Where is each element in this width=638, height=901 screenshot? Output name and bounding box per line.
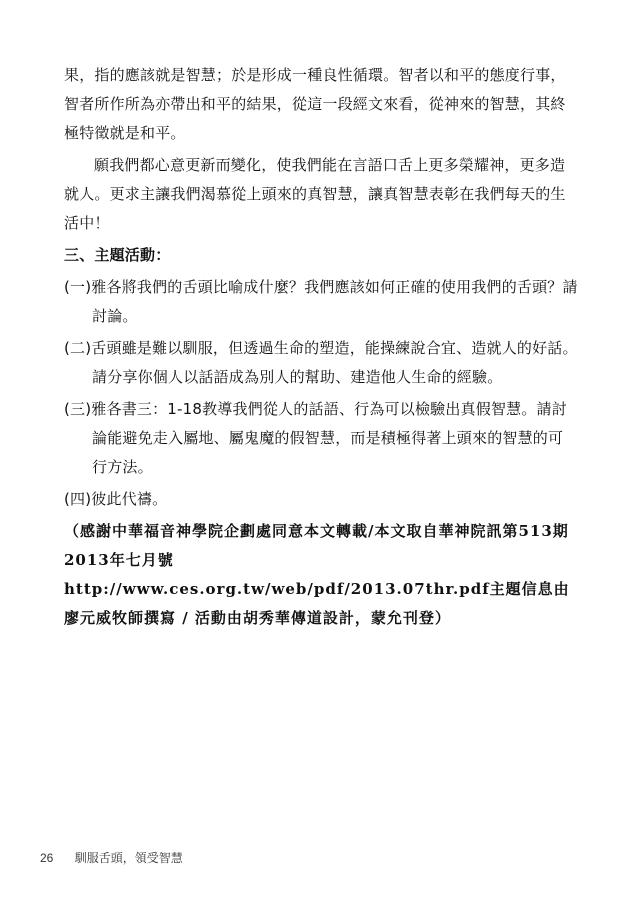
page-number: 26	[40, 851, 54, 865]
paragraph-wisdom-peace: 果，指的應該就是智慧；於是形成一種良性循環。智者以和平的態度行事，智者所作所為亦帶出和平的結果，從這一段經文來看，從神來的智慧，其終極特徵就是和平。	[64, 66, 566, 142]
activity-item-2: (二)舌頭雖是難以馴服，但透過生命的塑造，能操練說合宜、造就人的好話。請分享你個人以話語成為別人的幫助、建造他人生命的經驗。	[64, 339, 578, 386]
section-heading: 三、主題活動：	[64, 246, 171, 264]
activity-item-4: (四)彼此代禱。	[64, 490, 168, 508]
paragraph-renewal-prayer: 願我們都心意更新而變化，使我們能在言語口舌上更多榮耀神，更多造就人。更求主讓我們渴慕從上頭來的真智慧，讓真智慧表彰在我們每天的生活中！	[64, 156, 566, 232]
running-title: 馴服舌頭，領受智慧	[74, 851, 183, 865]
body-text	[64, 61, 578, 633]
activity-item-1: (一)雅各將我們的舌頭比喻成什麼？我們應該如何正確的使用我們的舌頭？請討論。	[64, 278, 578, 325]
activity-item-3: (三)雅各書三：1-18教導我們從人的話語、行為可以檢驗出真假智慧。請討論能避免走入屬地、屬鬼魔的假智慧，而是積極得著上頭來的智慧的可行方法。	[64, 400, 567, 476]
source-credit: （感謝中華福音神學院企劃處同意本文轉載/本文取自華神院訊第513期2013年七月號http://www.ces.org.tw/web/pdf/2013.07thr.pdf主題信息由廖元威牧師撰寫 / 活動由胡秀華傳道設計，蒙允刊登）	[64, 522, 570, 627]
page-footer	[40, 849, 183, 866]
